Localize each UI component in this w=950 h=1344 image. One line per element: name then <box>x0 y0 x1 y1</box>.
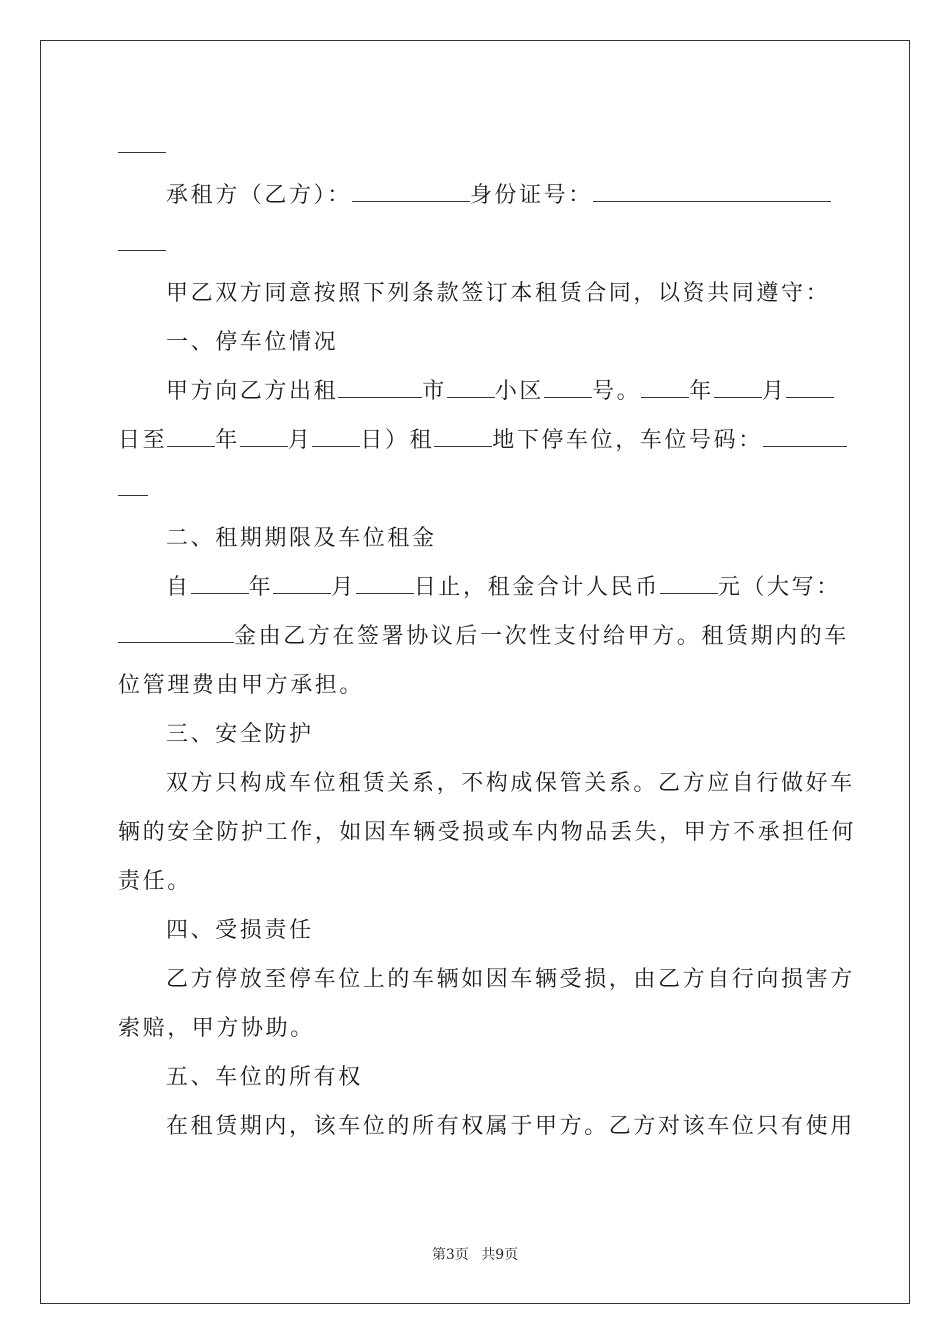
text-segment: 市 <box>422 379 447 404</box>
month-blank <box>273 565 331 594</box>
day-blank <box>786 369 834 398</box>
text-segment: 元（大写： <box>717 575 841 600</box>
text-segment: 日至 <box>118 428 168 453</box>
text-segment: 月 <box>331 575 356 600</box>
line-damage-2 <box>118 1004 834 1053</box>
text-segment: 年 <box>689 379 714 404</box>
text-segment: 年 <box>248 575 274 600</box>
text-segment: 索赔，甲方协助。 <box>118 1016 315 1041</box>
month-blank <box>714 369 762 398</box>
text-segment: 金由乙方在签署协议后一次性支付给甲方。租赁期内的车 <box>234 624 850 649</box>
line-blank-continuation-1 <box>118 122 834 171</box>
section-3-heading <box>118 710 834 759</box>
id-number-blank <box>593 173 831 202</box>
text-segment: 自 <box>166 575 191 600</box>
section-heading-text: 四、受损责任 <box>166 918 314 943</box>
day-blank <box>312 418 360 447</box>
day-blank <box>356 565 414 594</box>
contract-body <box>118 122 857 1151</box>
line-blank-continuation-3 <box>118 465 834 514</box>
text-segment: 月 <box>761 379 787 404</box>
line-rent-period <box>118 563 841 612</box>
section-heading-text: 一、停车位情况 <box>166 330 339 355</box>
text-segment: 号。 <box>592 379 642 404</box>
agreement-intro-text: 甲乙双方同意按照下列条款签订本租赁合同，以资共同遵守： <box>166 281 831 306</box>
section-1-heading <box>118 318 834 367</box>
text-segment: 责任。 <box>118 869 192 894</box>
year-blank <box>191 565 249 594</box>
amount-blank <box>660 565 718 594</box>
line-parking-location <box>118 367 834 416</box>
line-safety-2 <box>118 808 857 857</box>
amount-in-words-blank <box>118 614 234 643</box>
text-segment: 小区 <box>494 379 545 404</box>
year-blank <box>641 369 689 398</box>
blank-field <box>118 467 148 496</box>
section-5-heading <box>118 1053 834 1102</box>
text-segment: 日）租 <box>360 428 435 453</box>
text-segment: 在租赁期内，该车位的所有权属于甲方。乙方对该车位只有使用 <box>166 1114 855 1139</box>
text-segment: 日止，租金合计人民币 <box>413 575 660 600</box>
text-segment: 辆的安全防护工作，如因车辆受损或车内物品丢失，甲方不承担任何 <box>118 820 857 845</box>
blank-field <box>118 222 166 251</box>
number-blank <box>544 369 592 398</box>
blank-field <box>118 124 166 153</box>
section-heading-text: 三、安全防护 <box>166 722 314 747</box>
lessee-label: 承租方（乙方）： <box>166 183 352 208</box>
id-number-label: 身份证号： <box>469 183 593 208</box>
line-blank-continuation-2 <box>118 220 834 269</box>
line-parking-period <box>118 416 834 465</box>
year-blank <box>167 418 215 447</box>
section-heading-text: 二、租期期限及车位租金 <box>166 526 437 551</box>
garage-blank <box>434 418 492 447</box>
text-segment: 乙方停放至停车位上的车辆如因车辆受损，由乙方自行向损害方 <box>166 967 855 992</box>
section-heading-text: 五、车位的所有权 <box>166 1065 363 1090</box>
line-management-fee <box>118 661 834 710</box>
line-safety-3 <box>118 857 834 906</box>
page-footer <box>0 1244 950 1264</box>
text-segment: 双方只构成车位租赁关系，不构成保管关系。乙方应自行做好车 <box>166 771 855 796</box>
spot-number-blank <box>763 418 847 447</box>
line-ownership-1 <box>118 1102 855 1151</box>
line-safety-1 <box>118 759 855 808</box>
total-pages: 共9页 <box>481 1247 519 1263</box>
line-lessee <box>118 171 834 220</box>
page-number: 第3页 <box>431 1247 469 1263</box>
section-2-heading <box>118 514 834 563</box>
month-blank <box>240 418 288 447</box>
lessee-name-blank <box>352 173 470 202</box>
community-blank <box>447 369 495 398</box>
text-segment: 地下停车位，车位号码： <box>492 428 763 453</box>
section-4-heading <box>118 906 834 955</box>
city-blank <box>338 369 422 398</box>
line-agreement-intro <box>118 269 834 318</box>
text-segment: 位管理费由甲方承担。 <box>118 673 365 698</box>
text-segment: 甲方向乙方出租 <box>166 379 339 404</box>
text-segment: 月 <box>287 428 313 453</box>
line-damage-1 <box>118 955 855 1004</box>
line-rent-payment <box>118 612 850 661</box>
text-segment: 年 <box>215 428 240 453</box>
